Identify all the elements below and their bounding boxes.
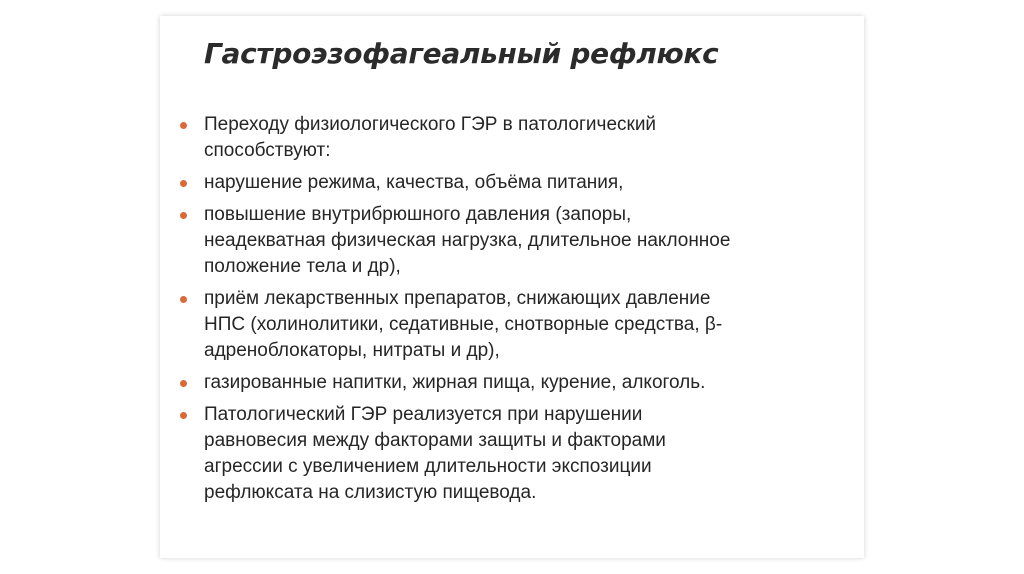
bullet-text-line: Переходу физиологического ГЭР в патологический bbox=[204, 114, 657, 135]
bullet-text-line: положение тела и др), bbox=[204, 256, 401, 277]
bullet-dot-icon bbox=[180, 180, 187, 187]
bullet-dot-icon bbox=[180, 296, 187, 303]
bullet-text-line: повышение внутрибрюшного давления (запоры, bbox=[204, 204, 632, 225]
bullet-item bbox=[180, 286, 860, 364]
bullet-text-line: рефлюксата на слизистую пищевода. bbox=[204, 482, 537, 503]
bullet-item bbox=[180, 170, 860, 196]
bullet-item bbox=[180, 112, 860, 164]
bullet-text-line: агрессии с увеличением длительности экспозиции bbox=[204, 456, 652, 477]
bullet-text-line: приём лекарственных препаратов, снижающих давление bbox=[204, 288, 711, 309]
bullet-list bbox=[180, 112, 860, 512]
bullet-dot-icon bbox=[180, 212, 187, 219]
bullet-text-line: Патологический ГЭР реализуется при нарушении bbox=[204, 404, 643, 425]
bullet-text-line: равновесия между факторами защиты и факторами bbox=[204, 430, 666, 451]
slide bbox=[160, 16, 864, 558]
bullet-item bbox=[180, 370, 860, 396]
bullet-item bbox=[180, 402, 860, 506]
bullet-dot-icon bbox=[180, 380, 187, 387]
bullet-text-line: неадекватная физическая нагрузка, длительное наклонное bbox=[204, 230, 731, 251]
bullet-text-line: НПС (холинолитики, седативные, снотворные средства, β- bbox=[204, 314, 723, 335]
bullet-text-line: нарушение режима, качества, объёма питания, bbox=[204, 172, 624, 193]
bullet-item bbox=[180, 202, 860, 280]
bullet-dot-icon bbox=[180, 412, 187, 419]
slide-title: Гастроэзофагеальный рефлюкс bbox=[204, 37, 719, 70]
bullet-text-line: газированные напитки, жирная пища, курение, алкоголь. bbox=[204, 372, 706, 393]
bullet-text-line: способствуют: bbox=[204, 140, 331, 161]
bullet-dot-icon bbox=[180, 122, 187, 129]
bullet-text-line: адреноблокаторы, нитраты и др), bbox=[204, 340, 500, 361]
